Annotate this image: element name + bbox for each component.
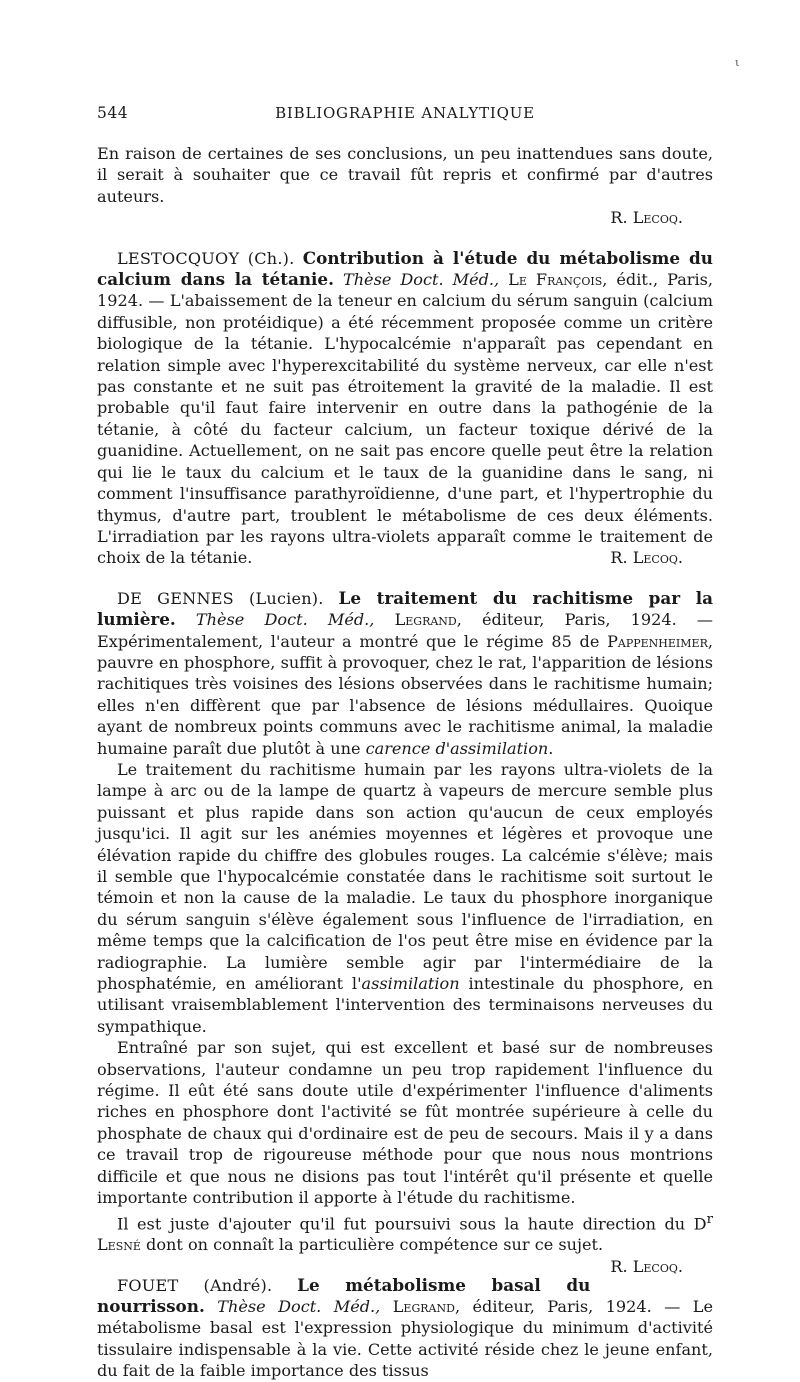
entry-body: intestinale du phosphore, en utilisant vraisemblablement l'intervention des terminaisons nerveuses du sympathique. bbox=[97, 974, 713, 1036]
author-name: Lesné bbox=[97, 1235, 141, 1255]
entry-author: LESTOCQUOY (Ch.). bbox=[117, 248, 295, 268]
entry-publisher: Legrand bbox=[394, 610, 457, 630]
page-body bbox=[97, 143, 713, 1382]
italic-term: carence d'assimilation bbox=[365, 738, 549, 758]
entry-publisher: Le François bbox=[508, 270, 603, 290]
superscript: r bbox=[706, 1211, 713, 1227]
bibliography-entry bbox=[97, 248, 713, 569]
bibliography-entry bbox=[97, 1275, 713, 1382]
entry-thesis: Thèse Doct. Méd., bbox=[195, 610, 375, 630]
entry-paragraph: Entraîné par son sujet, qui est excellent et basé sur de nombreuses observations, l'auteur condamne un peu trop rapidement l'influence du régime. Il eût été sans doute utile d'expérimenter l'influence d'aliments riches en phosphore dont l'activité se fût montrée supérieure à celle du phosphate de chaux qui d'ordinaire est de peu de secours. Mais il y a dans ce travail trop de rigoureuse méthode pour que nous nous montrions difficile et que nous ne disions pas tout l'intérêt qu'il présente et quelle importante contribution il apporte à l'étude du rachitisme. bbox=[97, 1038, 713, 1208]
entry-body: dont on connaît la particulière compétence sur ce sujet. bbox=[140, 1235, 604, 1255]
entry-paragraph bbox=[97, 248, 713, 569]
entry-author: DE GENNES (Lucien). bbox=[117, 588, 324, 608]
entry-paragraph bbox=[97, 1275, 713, 1382]
entry-publisher: Legrand bbox=[392, 1297, 455, 1317]
entry-body: Le traitement du rachitisme humain par les rayons ultra-violets de la lampe à arc ou de la lampe de quartz à vapeurs de mercure semble plus puissant et plus rapide dans son action qu'aucun de ceux employés jusqu'ici. Il agit sur les anémies moyennes et légères et provoque une élévation rapide du chiffre des globules rouges. La calcémie s'élève; mais il semble que l'hypocalcémie constatée dans le rachitisme soit surtout le témoin et non la cause de la maladie. Le taux du phosphore inorganique du sérum sanguin s'élève également sous l'influence de l'irradiation, en même temps que la calcification de l'os peut être mise en évidence par la radiographie. La lumière semble agir par l'intermédiaire de la phosphatémie, en améliorant l' bbox=[97, 759, 713, 994]
author-name: Pappenheimer bbox=[607, 631, 708, 651]
entry-thesis: Thèse Doct. Méd., bbox=[217, 1297, 381, 1317]
entry-publication: , édit., Paris, 1924. bbox=[97, 270, 713, 311]
running-header bbox=[97, 104, 713, 128]
intro-signature: R. Lecoq. bbox=[610, 208, 683, 228]
entry-title: Le traitement du rachitisme par la lumière. bbox=[97, 587, 713, 630]
bibliography-entry bbox=[97, 587, 713, 1276]
entry-body: — L'abaissement de la teneur en calcium du sérum sanguin (calcium diffusible, non protéidique) a été récemment proposée comme un critère biologique de la tétanie. L'hypocalcémie n'apparaît pas cependant en relation simple avec l'hyperexcitabilité du système nerveux, car elle n'est pas constante et ne suit pas étroitement la gravité de la maladie. Il est probable qu'il faut faire intervenir en outre dans la pathogénie de la tétanie, à côté du facteur calcium, un facteur toxique dérivé de la guanidine. Actuellement, on ne sait pas encore quelle peut être la relation qui lie le taux du calcium et le taux de la guanidine dans le sang, ni comment l'insuffisance parathyroïdienne, d'une part, et l'hypertrophie du thymus, d'autre part, troublent le métabolisme de ces deux éléments. L'irradiation par les rayons ultra-violets apparaît comme le traitement de choix de la tétanie. bbox=[97, 291, 713, 568]
entry-body: — Le métabolisme basal est l'expression physiologique du minimum d'activité tissulaire indispensable à la vie. Cette activité réside chez le jeune enfant, du fait de la faible importance des tissus bbox=[97, 1297, 713, 1381]
running-title: BIBLIOGRAPHIE ANALYTIQUE bbox=[275, 104, 535, 122]
entry-paragraph bbox=[97, 759, 713, 1037]
intro-paragraph bbox=[97, 143, 713, 207]
corner-mark: ι bbox=[735, 56, 740, 69]
italic-term: assimilation bbox=[361, 974, 460, 994]
entry-publication: , éditeur, Paris, 1924. bbox=[456, 610, 677, 630]
entry-publication: , éditeur, Paris, 1924. bbox=[454, 1297, 652, 1317]
entry-signature: R. Lecoq. bbox=[610, 1256, 683, 1276]
entry-signature: R. Lecoq. bbox=[610, 548, 683, 568]
entry-author: FOUET (André). bbox=[117, 1275, 273, 1295]
entry-paragraph bbox=[97, 1209, 713, 1276]
entry-body: Il est juste d'ajouter qu'il fut poursuivi sous la haute direction du D bbox=[117, 1213, 707, 1233]
intro-text: En raison de certaines de ses conclusions, un peu inattendues sans doute, il serait à souhaiter que ce travail fût repris et confirmé par d'autres auteurs. bbox=[97, 144, 713, 206]
entry-title: Le métabolisme basal du nourrisson. bbox=[97, 1274, 591, 1317]
page-number: 544 bbox=[97, 104, 129, 122]
entry-title: Contribution à l'étude du métabolisme du calcium dans la tétanie. bbox=[97, 247, 713, 290]
entry-body: , pauvre en phosphore, suffit à provoquer, chez le rat, l'apparition de lésions rachitiques très voisines des lésions observées dans le rachitisme humain; elles n'en diffèrent que par l'absence de lésions médullaires. Quoique ayant de nombreux points communs avec le rachitisme animal, la maladie humaine paraît due plutôt à une bbox=[97, 631, 713, 758]
entry-paragraph: DE GENNES (Lucien). Le traitement du rachitisme par la lumière. Thèse Doct. Méd., Legrand, éditeur, Paris, 1924. — Expérimentalement, l'auteur a montré que le régime 85 de Pappenheimer, pauvre en phosphore, suffit à provoquer, chez le rat, l'apparition de lésions rachitiques très voisines des lésions observées dans le rachitisme humain; elles n'en diffèrent que par l'absence de lésions médullaires. Quoique ayant de nombreux points communs avec le rachitisme animal, la maladie humaine paraît due plutôt à une carence d'assimilation. bbox=[97, 587, 713, 758]
entry-body: — Expérimentalement, l'auteur a montré que le régime 85 de bbox=[97, 610, 713, 651]
entry-thesis: Thèse Doct. Méd., bbox=[342, 270, 500, 290]
